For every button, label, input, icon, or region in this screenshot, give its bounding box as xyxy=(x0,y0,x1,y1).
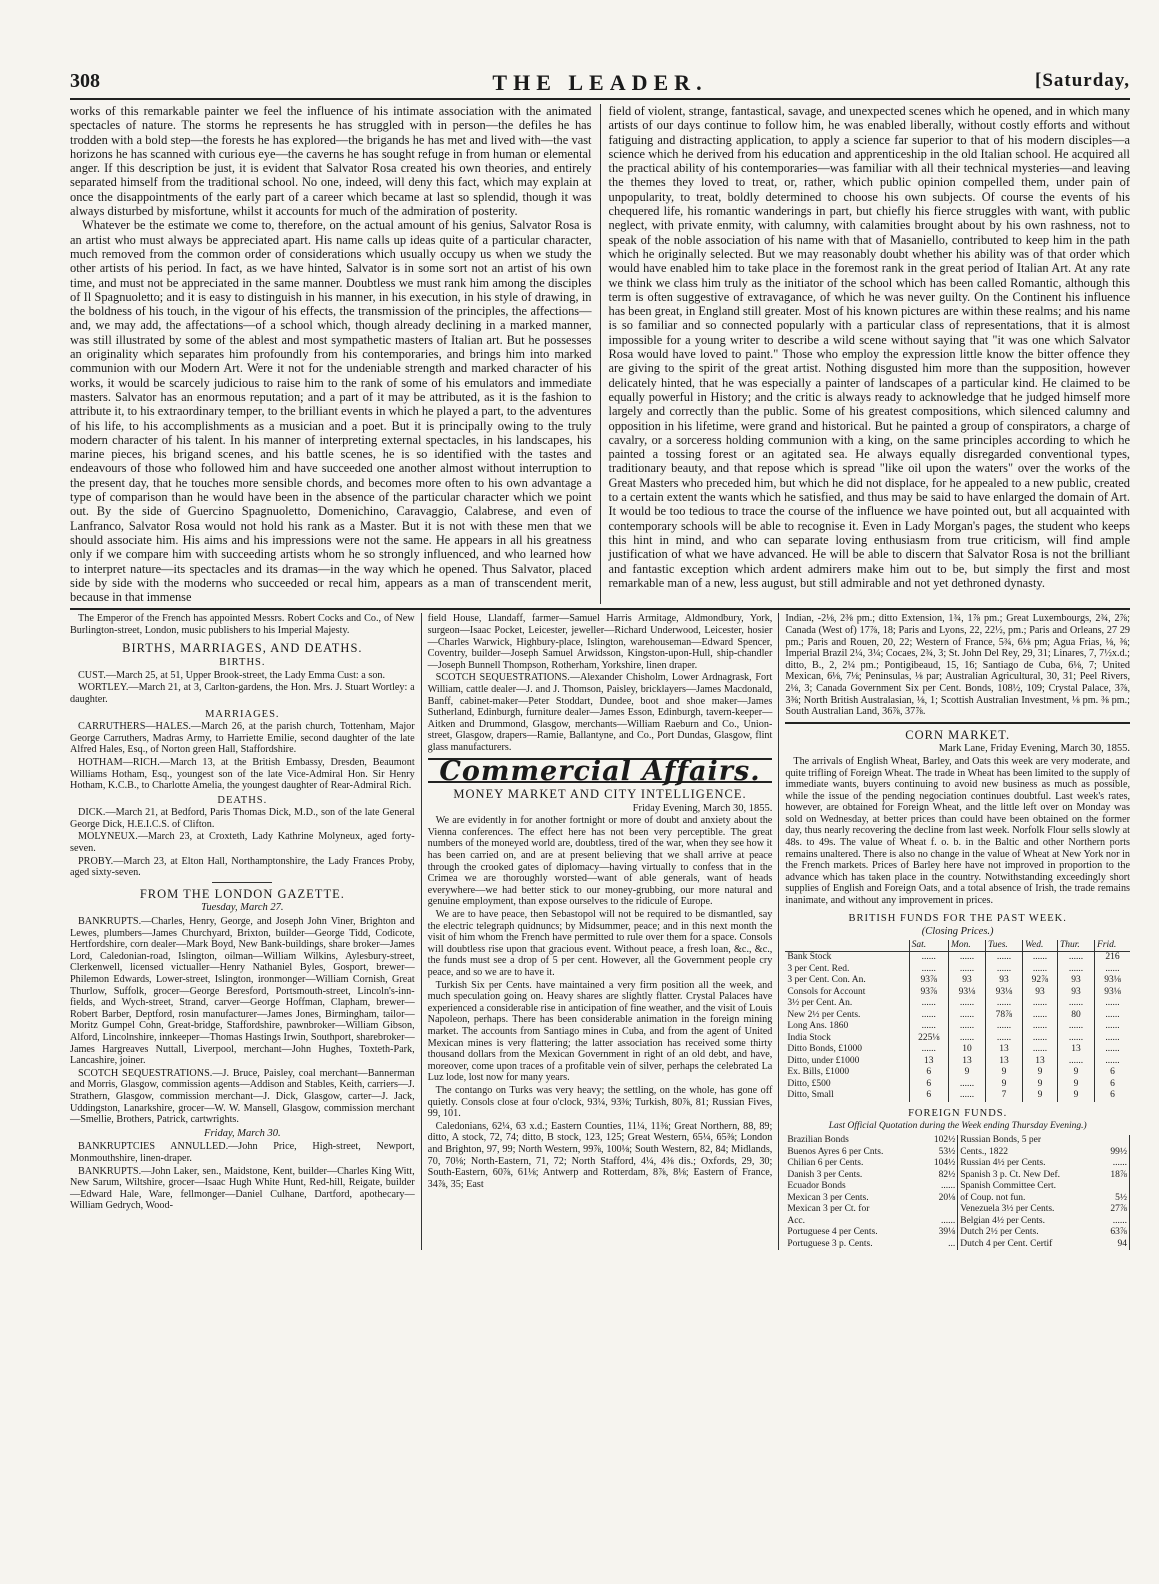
fund-name-cell: Ditto, Small xyxy=(787,1090,834,1101)
foreign-funds-table xyxy=(785,1135,1130,1250)
price-cell: 93⅞ xyxy=(909,987,948,999)
death-entry: PROBY.—March 23, at Elton Hall, Northamptonshire, the Lady Frances Proby, aged sixty-seven. xyxy=(70,855,415,879)
price-cell: ...... xyxy=(948,952,985,964)
price-cell: ...... xyxy=(909,1021,948,1033)
price-cell: 9 xyxy=(985,1067,1022,1079)
price-cell: ...... xyxy=(1094,1021,1130,1033)
price-cell: 99½ xyxy=(1101,1147,1130,1159)
fund-name-cell: Brazilian Bonds xyxy=(787,1135,849,1146)
price-cell: 80 xyxy=(1057,1010,1094,1022)
lower-section xyxy=(70,613,1130,1250)
money-paragraph: We are to have peace, then Sebastopol will not be required to be dismantled, say the electric telegraph quidnuncs; by Midsummer, peace; and in this next month the visit of him whom the French have permitted to rule over them for a space. Consols will doubtless rise upon that gracious event. Without peace, a fresh loan, &c., &c., the funds must see a drop of 5 per cent. However, all the Government people cry peace, and so we are to have it. xyxy=(427,909,773,979)
table-header-row xyxy=(785,940,1130,952)
price-cell: 78⅞ xyxy=(985,1010,1022,1022)
price-cell: ...... xyxy=(948,964,985,976)
column-divider xyxy=(600,104,601,604)
price-cell: 102½ xyxy=(922,1135,957,1147)
price-cell: ...... xyxy=(1057,1056,1094,1068)
price-cell: ...... xyxy=(1023,1044,1058,1056)
table-row xyxy=(785,1147,1129,1159)
essay-paragraph: field of violent, strange, fantastical, savage, and unexpected scenes which he opened, and in which many artists of our days continue to follow him, he was enabled liberally, without costly efforts and without fatiguing and distracting application, to apply a science far superior to that of his modern disciples—a science which he derived from his education and apprenticeship in the old Italian school. He acquired all the practical ability of his contemporaries—was familiar with all their technical mysteries—and leaving the themes they loved to treat, or, rather, which public opinion compelled them, under pain of unpopularity, to treat, boldly determined to choose his own subjects. Of course the events of his chequered life, his romantic wanderings in part, but chiefly his fierce struggles with want, with public neglect, with private enmity, with calumny, with calamities brought about by his own rashness, not to speak of the noble association of his name with that of Masaniello, contributed to keep him in the path which he originally selected. But we may reasonably doubt whether his ability was of that order which would have enabled him to take place in the foremost rank in the great period of Italian Art. At any rate we think we class him truly as the initiator of the school which has been called Romantic, although this term is often suggestive of extravagance, of which he was never guilty. On the Continent his influence has been great, in England still greater. Most of his known pictures are within these realms; and his name is so familiar and so connected popularly with a particular class of representations, that it is almost impossible for a young writer to describe a wild scene without saying that "it was one which Salvator Rosa would have loved to paint." Those who employ the expression little know the bitter offence they are giving to the spirit of the great artist. Nothing disgusted him more than the supposition, however delicately hinted, that he was especially a painter of landscapes of a particular kind. He claimed to be equally powerful in History; and the critic is always ready to acknowledge that he judged himself more largely and correctly than the public. Some of his greatest compositions, which silenced calumny and opposition in his lifetime, were grand and historical. But he painted a group of conspirators, a charge of cavalry, or a sorceress holding communion with a king, on the same principles according to which he painted a tossing forest or an agitated sea. He always equally disregarded conventional types, traditionary beauty, and that repose which is spread "like oil upon the waters" over the works of the Great Masters who preceded him, but which he did not displace, for he appealed to a new public, created to a certain extent the wants which he satisfied, and thus may be said to have enlarged the domain of Art. It would be too tedious to trace the course of the influence we have pointed out, but all acquainted with contemporary schools will be able to recognise it. Even in Lady Morgan's pages, the student who keeps this hint in mind, and who can separate loving enthusiasm from true criticism, will find ample justification of what we have advanced. He will be able to discern that Salvator Rosa is not the brilliant and fantastic exception which ardent admirers make him out to be, but simply the first and most remarkable man of a new, less august, but still admirable and not yet dethroned dynasty. xyxy=(608,104,1130,590)
fund-name-cell: Danish 3 per Cents. xyxy=(787,1169,863,1180)
price-cell: 27⅞ xyxy=(1101,1204,1130,1216)
table-row xyxy=(785,1033,1130,1045)
marriage-entry: HOTHAM—RICH.—March 13, at the British Embassy, Dresden, Beaumont Williams Hotham, Esq., youngest son of the late Vice-Admiral Hon. Sir Henry Hotham, K.C.B., to Charlotte Amelia, the youngest daughter of Rear-Admiral Rich. xyxy=(70,756,415,792)
price-cell: 6 xyxy=(909,1079,948,1091)
foreign-funds-heading: FOREIGN FUNDS. xyxy=(908,1107,1008,1119)
fund-name-cell: Dutch 2½ per Cents. xyxy=(960,1227,1039,1238)
table-row xyxy=(785,1227,1129,1239)
column-header: Frid. xyxy=(1094,940,1130,952)
table-row xyxy=(785,1067,1130,1079)
essay-section xyxy=(70,104,1130,604)
fund-name-cell: Ditto, under £1000 xyxy=(787,1055,860,1066)
british-funds-table xyxy=(785,940,1130,1102)
column-header xyxy=(785,940,909,952)
price-cell: 13 xyxy=(985,1056,1022,1068)
column-divider xyxy=(778,613,779,1250)
price-cell: 6 xyxy=(1094,1090,1130,1102)
commercial-column xyxy=(428,613,773,1250)
price-cell: ...... xyxy=(985,998,1022,1010)
table-row xyxy=(785,1204,1129,1216)
price-cell: 104½ xyxy=(922,1158,957,1170)
price-cell xyxy=(1101,1181,1130,1193)
price-cell: ...... xyxy=(1023,964,1058,976)
price-cell: ...... xyxy=(909,1044,948,1056)
column-header: Tues. xyxy=(985,940,1022,952)
gazette-entry: SCOTCH SEQUESTRATIONS.—J. Bruce, Paisley, coal merchant—Bannerman and Morris, Glasgow, commission agents—Addison and Stables, Keith, carriers—J. Strathern, Glasgow, commission merchant—J. Dick, Glasgow, carter—J. Jack, Uddingston, Lanarkshire, grocer—W. W. Mansell, Glasgow, commission merchant—Smellie, Brothers, Patrick, cartwrights. xyxy=(70,1067,415,1126)
price-cell: 93 xyxy=(948,975,985,987)
price-cell: ...... xyxy=(1101,1216,1130,1228)
birth-entry: CUST.—March 25, at 51, Upper Brook-street, the Lady Emma Cust: a son. xyxy=(78,669,386,681)
price-cell: 7 xyxy=(985,1090,1022,1102)
column-header: Sat. xyxy=(909,940,948,952)
marriages-heading: MARRIAGES. xyxy=(205,708,280,720)
price-cell: ...... xyxy=(909,952,948,964)
fund-name-cell: 3 per Cent. Red. xyxy=(787,963,850,974)
gazette-heading: FROM THE LONDON GAZETTE. xyxy=(139,886,345,901)
corn-market-text: The arrivals of English Wheat, Barley, and Oats this week are very moderate, and quite trifling of Foreign Wheat. The trade in Wheat has been limited to the supply of immediate wants, buyers continuing to avoid new business as much as possible, while the issue of the pending negociation continues doubtful. Last week's rates, however, are obtained for Foreign Wheat, and the little left over on Monday was sold on Wednesday, at better prices than could have been obtained on the former day, thus nearly recovering the decline from last week. Norfolk Flour sells slowly at 48s. to 49s. The value of Wheat f. o. b. in the Baltic and other Northern ports remains unaltered. There is also no change in the value of Wheat at New York nor in the French markets. Prices of Barley here have not improved in proportion to the advance which has taken place in the country. Notwithstanding exceedingly short supplies of English and Foreign Oats, and a total absence of Irish, the trade remains inanimate, and without any improvement in prices. xyxy=(785,755,1131,907)
newspaper-page xyxy=(70,70,1130,1550)
price-cell: 6 xyxy=(1094,1067,1130,1079)
price-cell: 93 xyxy=(1023,987,1058,999)
section-divider xyxy=(785,722,1130,724)
price-cell: 93 xyxy=(1057,975,1094,987)
table-row xyxy=(785,1181,1129,1193)
price-cell: 13 xyxy=(1023,1056,1058,1068)
price-cell: 53½ xyxy=(922,1147,957,1159)
price-cell: ...... xyxy=(985,1033,1022,1045)
shares-continuation: Indian, -2⅛, 2⅜ pm.; ditto Extension, 1¾, 1⅞ pm.; Great Luxembourgs, 2¾, 2⅞; Canada (West of) 17⅞, 18; Paris and Lyons, 22, 22½, pm.; Paris and Orleans, 27 29 pm.; Paris and Rouen, 20, 22; Western of France, 5¾, 6⅛ pm; Agua Frias, ⅛, ⅜; Imperial Brazil 2¼, 3¼; Cocaes, 2¾, 3; St. John Del Rey, 29, 31; Linares, 7, 7½x.d.; ditto, B., 2, 2¼ pm.; Pontigibeaud, 15, 16; Santiago de Cuba, 6⅛, 7; United Mexican, 6⅛, 7⅛; Peninsulas, ⅛ par; Australian Agricultural, 30, 31; Peel Rivers, 2⅛, 3; Canada Government Six per Cent. Bonds, 108½, 109; Crystal Palace, 3⅞, 3⅜; North British Australasian, ⅛, 1; Scottish Australian Investment, ⅛ pm. ⅜ pm.; South Australian Land, 36⅞, 37⅞. xyxy=(785,613,1131,718)
price-cell: ...... xyxy=(1101,1158,1130,1170)
imperial-notice: The Emperor of the French has appointed Messrs. Robert Cocks and Co., of New Burlington-street, London, music publishers to his Imperial Majesty. xyxy=(70,613,415,636)
table-row xyxy=(785,1135,1129,1147)
foreign-funds-subheading: Last Official Quotation during the Week ending Thursday Evening.) xyxy=(828,1121,1087,1132)
table-row xyxy=(785,1021,1130,1033)
essay-paragraph: Whatever be the estimate we come to, therefore, on the actual amount of his genius, Salvator Rosa is an artist who must always be appreciated apart. His name calls up ideas quite of a particular character, much removed from the common order of considerations which usually occupy us when we study the other artists of his period. In fact, as we have hinted, Salvator is in some sort not an artist of his own time, and must not be appreciated in the same manner. Doubtless we must rank him among the disciples of Il Spagnuoletto; and it is easy to distinguish in his manner, in his execution, in his style of drawing, in the boldness of his touch, in the vigour of his effects, the transmission of the principles, the affections—and, we may add, the affectations—of a school which, though already declining in a marked manner, was still illustrated by some of the ablest and most sympathetic masters of Italian art. But he possesses an originality which separates him profoundly from his contemporaries, and brings him into marked communion with our Modern Art. Were it not for the undeniable strength and marked character of his works, it would be scarcely judicious to raise him to the rank of some of his emulators and immediate masters. Salvator has an enormous reputation; and a part of it may be attributed, as it is the fashion to attribute it, to his extraordinary temper, to the brilliant events in which he played a part, to the adventures of his life, to his accomplishments as a musician and a poet. But it is principally owing to the truly modern character of his talent. In his manner of interpreting external spectacles, in his landscapes, his marine pieces, his brigand scenes, and his battle scenes, he is so identified with the tastes and endeavours of those who followed him and have succeeded one another almost without interruption to the present day, that he touches more sensible chords, and becomes more often to his own advantage a type of comparison than he would have been in the absence of the particular character which we point out. By the side of Guercino Spagnuoletto, Domenichino, Caravaggio, Calabrese, and even of Lanfranco, Salvator Rosa would not hold his rank as a Master. But it is not with these men that we should associate him. His aims and his impressions were not the same. He appears in all his greatness only if we compare him with succeeding artists whom he so strongly influenced, and who learned how to interpret nature—its spectacles and its dramas—in the way which he opened. Thus Salvator, placed side by side with the moderns who succeeded or recal him, appears as a man of transcendent merit, because in that immense xyxy=(70,218,592,605)
fund-name-cell: Buenos Ayres 6 per Cnts. xyxy=(787,1146,884,1157)
gazette-continuation: field House, Llandaff, farmer—Samuel Harris Armitage, Aldmondbury, York, surgeon—Isaac Pocket, Leicester, jeweller—Richard Underwood, Leicester, hosier—Charles Warwick, Highbury-place, Islington, warehouseman—Edward Spencer, Coventry, builder—Joseph Samuel Arwidsson, Kingston-upon-Hull, ship-chandler—Joseph Bunnell Thompson, Rotherham, Yorkshire, linen draper. xyxy=(427,613,773,671)
table-row xyxy=(785,998,1130,1010)
price-cell: 13 xyxy=(948,1056,985,1068)
bmd-heading: BIRTHS, MARRIAGES, AND DEATHS. xyxy=(122,640,363,655)
gazette-entry: BANKRUPTS.—John Laker, sen., Maidstone, Kent, builder—Charles King Witt, New Sarum, Wiltshire, grocer—Isaac Hugh White Hunt, Red-hill, Reigate, builder—Edward Hale, Ware, fellmonger—Daniel Culhane, Dartford, apothecary—William Gedrych, Wood- xyxy=(70,1165,415,1212)
fund-name-cell: Long Ans. 1860 xyxy=(787,1021,849,1032)
fund-name-cell: Ditto, £500 xyxy=(787,1078,831,1089)
fund-name-cell: Acc. xyxy=(787,1215,806,1226)
price-cell: 93 xyxy=(1057,987,1094,999)
price-cell: 82½ xyxy=(922,1170,957,1182)
price-cell: 225⅛ xyxy=(909,1033,948,1045)
fund-name-cell: Ecuador Bonds xyxy=(787,1181,846,1192)
page-header xyxy=(70,70,1130,100)
foreign-funds-body xyxy=(785,1135,1129,1250)
price-cell: 93⅛ xyxy=(1094,987,1130,999)
column-divider xyxy=(421,613,422,1250)
fund-name-cell: Spanish 3 p. Ct. New Def. xyxy=(960,1169,1060,1180)
british-funds-heading: BRITISH FUNDS FOR THE PAST WEEK. xyxy=(848,912,1067,924)
markets-column xyxy=(785,613,1130,1250)
price-cell: 9 xyxy=(1023,1067,1058,1079)
gazette-date: Friday, March 30. xyxy=(204,1127,281,1139)
price-cell xyxy=(922,1204,957,1216)
table-row xyxy=(785,1090,1130,1102)
price-cell: ...... xyxy=(985,1021,1022,1033)
scotch-sequestrations: SCOTCH SEQUESTRATIONS.—Alexander Chisholm, Lower Ardnagrask, Fort William, cattle dealer—J. and J. Thomson, Paisley, bricklayers—James Macdonald, Banff, cabinet-maker—Peter Stoddart, Dundee, boot and shoe maker—James Sutherland, Edinburgh, furniture dealer—James Esson, Edinburgh, tavern-keeper—Aitken and Drummond, Glasgow, merchants—William Raeburn and Co., Union-street, Glasgow, drapers—Ramie, Ballantyne, and Co., Port Dundas, Glasgow, flint glass manufacturers. xyxy=(427,672,773,753)
death-entry: DICK.—March 21, at Bedford, Paris Thomas Dick, M.D., son of the late General George Dick, H.E.I.C.S. of Clifton. xyxy=(70,807,415,830)
price-cell: 93⅛ xyxy=(985,987,1022,999)
fund-name-cell: Belgian 4½ per Cents. xyxy=(960,1215,1045,1226)
table-row xyxy=(785,1079,1130,1091)
table-row xyxy=(785,1216,1129,1228)
price-cell: ...... xyxy=(1057,952,1094,964)
price-cell: ...... xyxy=(1023,998,1058,1010)
price-cell: ...... xyxy=(1023,952,1058,964)
price-cell: ...... xyxy=(909,1010,948,1022)
corn-market-heading: CORN MARKET. xyxy=(905,727,1011,742)
price-cell: ...... xyxy=(1094,964,1130,976)
price-cell: 13 xyxy=(985,1044,1022,1056)
price-cell: ...... xyxy=(922,1216,957,1228)
price-cell: 13 xyxy=(909,1056,948,1068)
money-market-date: Friday Evening, March 30, 1855. xyxy=(632,802,773,814)
price-cell: 9 xyxy=(1057,1079,1094,1091)
price-cell: 93⅛ xyxy=(1094,975,1130,987)
price-cell: 5½ xyxy=(1101,1193,1130,1205)
notices-column xyxy=(70,613,415,1250)
fund-name-cell: Portuguese 3 p. Cents. xyxy=(787,1238,873,1249)
death-entry: MOLYNEUX.—March 23, at Croxteth, Lady Kathrine Molyneux, aged forty-seven. xyxy=(70,831,415,855)
price-cell: ...... xyxy=(948,1079,985,1091)
price-cell: ...... xyxy=(1094,1044,1130,1056)
table-row xyxy=(785,964,1130,976)
table-row xyxy=(785,1056,1130,1068)
price-cell: ...... xyxy=(1057,1033,1094,1045)
table-row xyxy=(785,952,1130,964)
price-cell: 9 xyxy=(985,1079,1022,1091)
price-cell: ...... xyxy=(1023,1033,1058,1045)
price-cell: ...... xyxy=(985,952,1022,964)
price-cell: ...... xyxy=(985,964,1022,976)
price-cell: 18⅞ xyxy=(1101,1170,1130,1182)
fund-name-cell: Mexican 3 per Ct. for xyxy=(787,1204,870,1215)
money-paragraph: We are evidently in for another fortnight or more of doubt and anxiety about the Vienna conferences. The effect here has not been very perceptible. The great numbers of the moneyed world are, doubtless, tired of the war, when they see how it has been carried on, and are at present believing that we shall arrive at peace through the crooked gates of diplomacy—having virtually to confess that in the Crimea we are thoroughly worsted—want of able generals, want of heads everywhere—we had better stick to our money-grubbing, our more natural and genuine employment, than expose ourselves to the ridicule of Europe. xyxy=(427,815,773,908)
price-cell: ...... xyxy=(948,998,985,1010)
essay-column-right xyxy=(609,104,1131,604)
essay-column-left xyxy=(70,104,592,604)
deaths-heading: DEATHS. xyxy=(217,794,268,806)
fund-name-cell: Ex. Bills, £1000 xyxy=(787,1067,850,1078)
column-header: Thur. xyxy=(1057,940,1094,952)
corn-market-date: Mark Lane, Friday Evening, March 30, 1855. xyxy=(938,743,1131,755)
fund-name-cell: Chilian 6 per Cents. xyxy=(787,1158,864,1169)
price-cell: ...... xyxy=(909,964,948,976)
price-cell: ...... xyxy=(948,1090,985,1102)
table-row xyxy=(785,1193,1129,1205)
table-row xyxy=(785,1170,1129,1182)
fund-name-cell: Spanish Committee Cert. xyxy=(960,1181,1057,1192)
price-cell: 6 xyxy=(909,1090,948,1102)
british-funds-body xyxy=(785,952,1130,1102)
price-cell: 93⅛ xyxy=(948,987,985,999)
fund-name-cell: Venezuela 3½ per Cents. xyxy=(960,1204,1055,1215)
price-cell: ...... xyxy=(948,1033,985,1045)
table-row xyxy=(785,1239,1129,1251)
price-cell: 13 xyxy=(1057,1044,1094,1056)
gazette-entry: BANKRUPTCIES ANNULLED.—John Price, High-street, Newport, Monmouthshire, linen-draper. xyxy=(70,1141,415,1164)
price-cell: 9 xyxy=(948,1067,985,1079)
gazette-entry: BANKRUPTS.—Charles, Henry, George, and Joseph John Viner, Brighton and Lewes, plumbers—James Churchyard, Brixton, builder—George Tidd, Codicote, Hertfordshire, corn dealer—Mark Boyd, New Bank-buildings, share broker—James Lord, Caledonian-road, Islington, oilman—William Wilkins, Aylesbury-street, Clerkenwell, licensed victualler—Henry Nathaniel Byles, Gosport, brewer—Philemon Edwards, Lower-street, Islington, ironmonger—William Cornish, Great Thurlow, Suffolk, grocer—George Beresford, Portsmouth-street, Lincoln's-inn-fields, and Wych-street, Strand, carver—George Hoffman, Clapham, brewer—Robert Barber, Deptford, rosin manufacturer—James Jones, Birmingham, tailor—Moritz Gumpel Cohn, Great-bridge, Staffordshire, pawnbroker—William Gibson, Alford, Lincolnshire, innkeeper—Thomas Hastings Irwin, Southport, sharebroker—James Hargreaves Nuttall, Liverpool, merchant—John Hughes, Toxteth-Park, Lancashire, joiner. xyxy=(70,916,415,1067)
column-header: Mon. xyxy=(948,940,985,952)
price-cell: 93⅞ xyxy=(909,975,948,987)
price-cell: ...... xyxy=(1023,1021,1058,1033)
price-cell: 9 xyxy=(1023,1079,1058,1091)
price-cell: ...... xyxy=(1057,998,1094,1010)
price-cell: 216 xyxy=(1094,952,1130,964)
money-paragraph: Turkish Six per Cents. have maintained a very firm position all the week, and much speculation going on. Heavy shares are slightly flatter. Crystal Palaces have experienced a considerable rise in anticipation of fine weather, and the visit of Louis Napoleon, perhaps. There has been considerable animation in the foreign mining market. The accounts from Santiago mines in Cuba, and from the agent of United Mexican mines is very flattering; the latter association has received some thirty thousand dollars from the Mexican Government in right of an old debt, and have, moreover, come upon traces of a profitable vein of silver, perhaps the celebrated La Luz lode, lost now for many years. xyxy=(427,979,773,1084)
price-cell: 93 xyxy=(985,975,1022,987)
fund-name-cell: Consols for Account xyxy=(787,986,866,997)
price-cell: ...... xyxy=(1023,1010,1058,1022)
masthead-title: THE LEADER. xyxy=(492,70,708,95)
table-row xyxy=(785,1010,1130,1022)
price-cell: 9 xyxy=(1023,1090,1058,1102)
gazette-date: Tuesday, March 27. xyxy=(201,902,284,914)
price-cell: ...... xyxy=(1094,998,1130,1010)
price-cell: ...... xyxy=(1057,1021,1094,1033)
table-row xyxy=(785,987,1130,999)
price-cell: ...... xyxy=(922,1181,957,1193)
british-funds-subheading: (Closing Prices.) xyxy=(921,926,994,938)
price-cell: 92⅞ xyxy=(1023,975,1058,987)
price-cell: 6 xyxy=(1094,1079,1130,1091)
price-cell: 9 xyxy=(1057,1090,1094,1102)
commercial-affairs-heading: Commercial Affairs. xyxy=(439,755,761,787)
price-cell: ...... xyxy=(1057,964,1094,976)
fund-name-cell: 3½ per Cent. An. xyxy=(787,998,853,1009)
table-row xyxy=(785,975,1130,987)
price-cell: ...... xyxy=(1094,1033,1130,1045)
fund-name-cell: Bank Stock xyxy=(787,952,832,963)
fund-name-cell: India Stock xyxy=(787,1032,831,1043)
money-paragraph: Caledonians, 62¼, 63 x.d.; Eastern Counties, 11¼, 11⅜; Great Northern, 88, 89; ditto, A stock, 72, 74; ditto, B stock, 123, 125; Great Western, 65¼, 65⅜; London and Brighton, 97, 99; North Western, 99⅞, 100⅛; South Western, 82, 84; Midlands, 70, 70⅛; North-Eastern, 71, 72; North Stafford, 4¼, 4⅜ dis.; Oxfords, 29, 30; South-Eastern, 60⅞, 61⅛; Antwerp and Rotterdam, 8⅞, 8⅛; Eastern of France, 34⅞, 35; East xyxy=(427,1120,773,1190)
column-header: Wed. xyxy=(1023,940,1058,952)
price-cell: ...... xyxy=(1094,1056,1130,1068)
fund-name-cell: Russian 4½ per Cents. xyxy=(960,1158,1046,1169)
marriage-entry: CARRUTHERS—HALES.—March 26, at the parish church, Tottenham, Major George Carruthers, Madras Army, to Harriette Emilie, second daughter of the late Alfred Hales, Esq., of Norton green Hall, Staffordshire. xyxy=(70,721,415,756)
dateline: [Saturday, xyxy=(1035,70,1130,91)
section-divider xyxy=(70,608,1130,610)
price-cell: ...... xyxy=(948,1010,985,1022)
money-paragraph: The contango on Turks was very heavy; the settling, on the whole, has gone off quietly. Consols close at four o'clock, 93¼, 93⅜; Turkish, 80⅞, 81; Russian Fives, 99, 101. xyxy=(427,1084,773,1120)
essay-paragraph: works of this remarkable painter we feel the influence of his intimate association with the animated spectacles of nature. The storms he represents he has struggled with in person—the defiles he has trodden with a bold step—the forests he has explored—the brigands he has met and lived with—the vast horizons he has scanned with curious eye—the caverns he has sought refuge in from human or elemental anger. If this description be just, it is evident that Salvator Rosa created his own theories, and entirely separated himself from the traditional school. No one, indeed, will deny this fact, which may explain at once the disappointments of the early part of a career which became at last so splendid, though it was always disturbed by misfortune, whilst it accounts for much of the admiration of posterity. xyxy=(70,104,592,219)
page-number: 308 xyxy=(70,70,100,92)
births-heading: BIRTHS. xyxy=(219,657,266,669)
fund-name-cell: Cents., 1822 xyxy=(960,1146,1009,1157)
fund-name-cell: Dutch 4 per Cent. Certif xyxy=(960,1238,1053,1249)
fund-name-cell: Russian Bonds, 5 per xyxy=(960,1135,1041,1146)
fund-name-cell: New 2½ per Cents. xyxy=(787,1009,861,1020)
table-row xyxy=(785,1044,1130,1056)
price-cell: 63⅞ xyxy=(1101,1227,1130,1239)
price-cell xyxy=(1101,1135,1130,1147)
price-cell: 94 xyxy=(1101,1239,1130,1251)
price-cell: 6 xyxy=(909,1067,948,1079)
price-cell: 9 xyxy=(1057,1067,1094,1079)
price-cell: ... xyxy=(922,1239,957,1251)
fund-name-cell: of Coup. not fun. xyxy=(960,1192,1026,1203)
fund-name-cell: Mexican 3 per Cents. xyxy=(787,1192,869,1203)
fund-name-cell: 3 per Cent. Con. An. xyxy=(787,975,866,986)
price-cell: 20⅛ xyxy=(922,1193,957,1205)
price-cell: ...... xyxy=(909,998,948,1010)
money-market-heading: MONEY MARKET AND CITY INTELLIGENCE. xyxy=(453,787,747,802)
price-cell: ...... xyxy=(948,1021,985,1033)
fund-name-cell: Portuguese 4 per Cents. xyxy=(787,1227,878,1238)
price-cell: ...... xyxy=(1094,1010,1130,1022)
small-divider xyxy=(212,882,272,883)
table-row xyxy=(785,1158,1129,1170)
fund-name-cell: Ditto Bonds, £1000 xyxy=(787,1044,863,1055)
price-cell: 39⅛ xyxy=(922,1227,957,1239)
birth-entry: WORTLEY.—March 21, at 3, Carlton-gardens, the Hon. Mrs. J. Stuart Wortley: a daughter. xyxy=(70,682,415,705)
price-cell: 10 xyxy=(948,1044,985,1056)
